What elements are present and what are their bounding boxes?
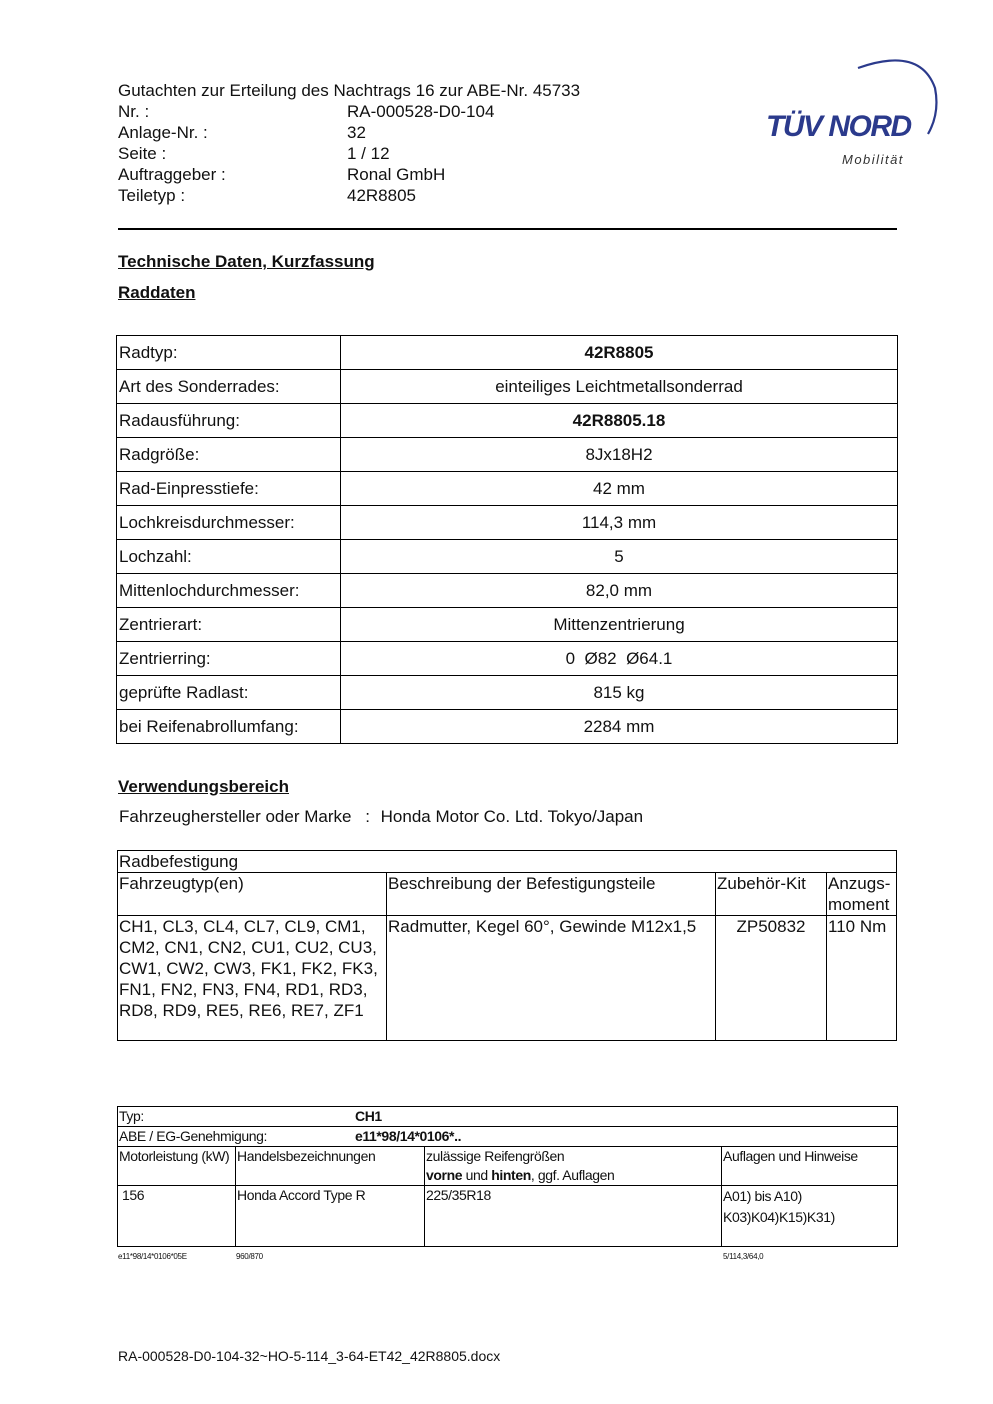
manufacturer-separator: : [365,807,370,826]
reifen-header-und: und [462,1167,492,1183]
typ-value: CH1 [355,1108,382,1124]
header-label: Nr. : [118,102,150,121]
header-cell-anzugsmoment: Anzugs-moment [827,873,897,916]
reifen-header-rest: , ggf. Auflagen [530,1167,615,1183]
table-value-cell: 0 Ø82 Ø64.1 [341,642,898,676]
handel-cell: Honda Accord Type R [236,1186,425,1247]
table-row [118,1127,898,1147]
table-label-cell: Rad-Einpresstiefe: [117,472,341,506]
manufacturer-value: Honda Motor Co. Ltd. Tokyo/Japan [380,807,644,826]
table-label-cell: Zentrierart: [117,608,341,642]
tuev-nord-logo [760,58,945,173]
table-row [117,642,898,676]
header-row-nr [118,101,580,122]
tiny-code-approval: e11*98/14*0106*05E [118,1252,187,1261]
document-header [118,80,580,206]
table-value-cell: 2284 mm [341,710,898,744]
header-cell-motorleistung: Motorleistung (kW) [118,1147,236,1186]
section-title-technische-daten: Technische Daten, Kurzfassung [118,252,375,271]
table-label-cell: bei Reifenabrollumfang: [117,710,341,744]
table-row [117,506,898,540]
header-value: Ronal GmbH [347,165,446,184]
header-value: 1 / 12 [347,144,390,163]
reifen-header-top: zulässige Reifengrößen [426,1148,565,1164]
table-label-cell: Radausführung: [117,404,341,438]
header-row-seite [118,143,580,164]
table-label-cell: Radtyp: [117,336,341,370]
table-row [117,710,898,744]
header-divider [118,228,897,230]
header-cell-beschreibung: Beschreibung der Befestigungsteile [387,873,716,916]
radbefestigung-table [117,850,897,1041]
header-cell-fahrzeugtyp: Fahrzeugtyp(en) [118,873,387,916]
header-value: 42R8805 [347,186,417,205]
table-row [118,916,897,1041]
table-value-cell: 114,3 mm [341,506,898,540]
reifen-header-vorne: vorne [426,1167,463,1183]
table-value-cell: 82,0 mm [341,574,898,608]
header-row-teiletyp [118,185,580,206]
kit-cell: ZP50832 [716,916,827,1041]
section-title-verwendungsbereich: Verwendungsbereich [118,777,289,796]
manufacturer-label: Fahrzeughersteller oder Marke [119,807,352,826]
tiny-code-bolt-pattern: 5/114,3/64,0 [723,1252,764,1261]
abe-row [118,1127,898,1147]
table-value-cell: 815 kg [341,676,898,710]
table-label-cell: Lochkreisdurchmesser: [117,506,341,540]
auflagen-line: K03)K04)K15)K31) [723,1209,835,1225]
table-row [117,574,898,608]
manufacturer-line [119,807,643,827]
header-cell-handelsbezeichnungen: Handelsbezeichnungen [236,1147,425,1186]
header-cell-reifengroessen [425,1147,722,1186]
table-label-cell: Mittenlochdurchmesser: [117,574,341,608]
table-row [118,851,897,873]
typ-label: Typ: [119,1108,144,1124]
table-row [118,1107,898,1127]
header-label: Anlage-Nr. : [118,123,208,142]
table-value-cell: 42 mm [341,472,898,506]
header-value: RA-000528-D0-104 [347,102,495,121]
table-row [118,1186,898,1247]
motor-cell: 156 [118,1186,236,1247]
table-value-cell: 8Jx18H2 [341,438,898,472]
typ-row [118,1107,898,1127]
header-label: Auftraggeber : [118,165,226,184]
table-row [117,676,898,710]
table-row [117,438,898,472]
typ-table [117,1106,898,1247]
header-row-anlage [118,122,580,143]
document-footer: RA-000528-D0-104-32~HO-5-114_3-64-ET42_42R8805.docx [118,1348,501,1364]
table-label-cell: Lochzahl: [117,540,341,574]
header-value: 32 [347,123,366,142]
table-row [117,370,898,404]
header-row-auftraggeber [118,164,580,185]
reifen-cell: 225/35R18 [425,1186,722,1247]
abe-label: ABE / EG-Genehmigung: [119,1128,268,1144]
table-label-cell: Radgröße: [117,438,341,472]
table-row [117,404,898,438]
logo-sub-text: Mobilität [842,152,904,167]
header-label: Teiletyp : [118,186,186,205]
header-cell-zubehoer-kit: Zubehör-Kit [716,873,827,916]
description-cell: Radmutter, Kegel 60°, Gewinde M12x1,5 [387,916,716,1041]
table-label-cell: Zentrierring: [117,642,341,676]
header-label: Seite : [118,144,167,163]
table-row [117,608,898,642]
logo-brand-text: TÜV NORD [766,110,911,143]
abe-value: e11*98/14*0106*.. [355,1128,462,1144]
table-title-cell: Radbefestigung [118,851,897,873]
table-value-cell: 42R8805 [341,336,898,370]
raddaten-table [116,335,898,744]
table-value-cell: 42R8805.18 [341,404,898,438]
torque-cell: 110 Nm [827,916,897,1041]
tiny-code-weight: 960/870 [236,1252,263,1261]
header-cell-auflagen: Auflagen und Hinweise [722,1147,898,1186]
table-header-row [118,1147,898,1186]
table-row [117,540,898,574]
vehicle-types-cell: CH1, CL3, CL4, CL7, CL9, CM1, CM2, CN1, CN2, CU1, CU2, CU3, CW1, CW2, CW3, FK1, FK2, FK3, FN1, FN2, FN3, FN4, RD1, RD3, RD8, RD9, RE5, RE6, RE7, ZF1 [118,916,387,1041]
reifen-header-hinten: hinten [491,1167,531,1183]
document-title: Gutachten zur Erteilung des Nachtrags 16 zur ABE-Nr. 45733 [118,81,581,100]
auflagen-line: A01) bis A10) [723,1188,802,1204]
table-row [117,336,898,370]
table-value-cell: einteiliges Leichtmetallsonderrad [341,370,898,404]
table-value-cell: 5 [341,540,898,574]
table-header-row [118,873,897,916]
auflagen-cell [722,1186,898,1247]
section-title-raddaten: Raddaten [118,283,196,302]
table-label-cell: Art des Sonderrades: [117,370,341,404]
table-value-cell: Mittenzentrierung [341,608,898,642]
table-row [117,472,898,506]
table-label-cell: geprüfte Radlast: [117,676,341,710]
